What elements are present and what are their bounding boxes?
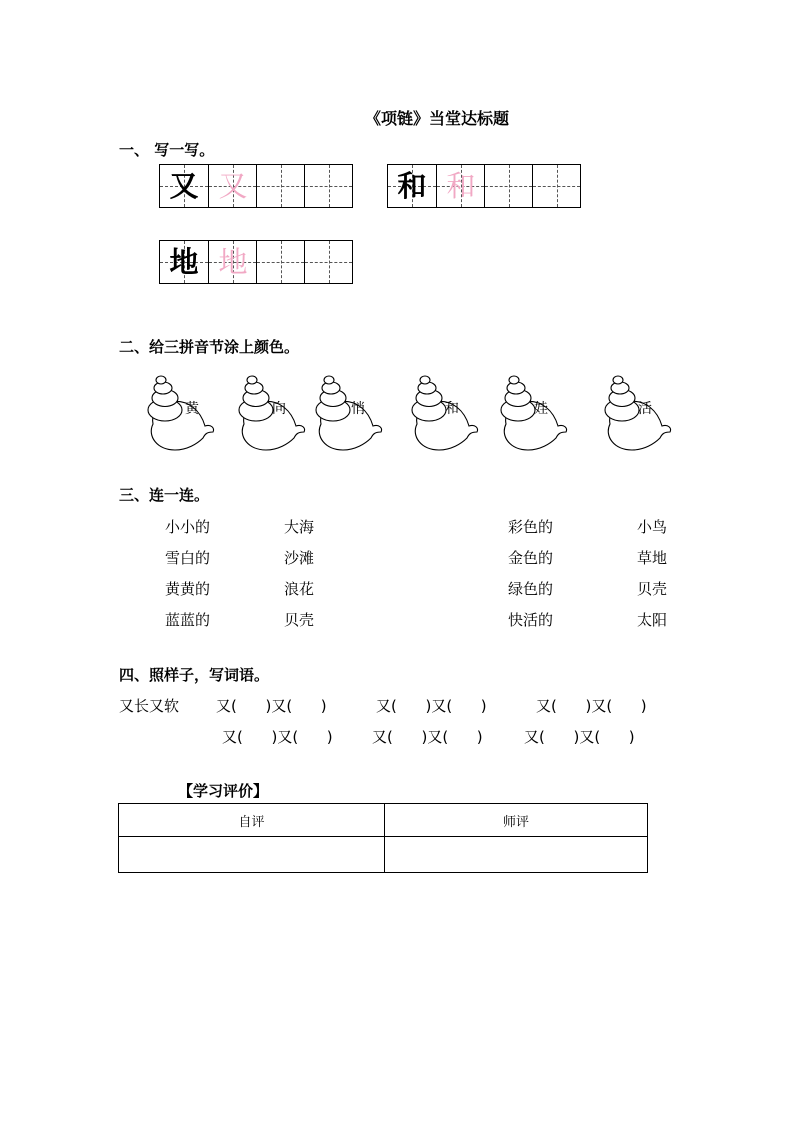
writing-grid-1[interactable] [159,164,353,208]
shell-icon[interactable] [234,372,314,454]
evaluation-table [118,803,648,873]
match-word-right-b[interactable]: 太阳 [637,611,668,629]
match-word-right-b[interactable]: 草地 [637,549,668,567]
writing-grid-3[interactable] [159,240,353,284]
grid-cell[interactable] [256,165,304,207]
match-word-left-b[interactable]: 浪花 [284,580,315,598]
grid-cell[interactable] [256,241,304,283]
section2-heading: 二、给三拼音节涂上颜色。 [119,338,300,356]
match-word-right-a[interactable]: 绿色的 [508,580,554,598]
shell-syllable: 活 [638,401,652,417]
match-word-left-a[interactable]: 小小的 [165,518,211,536]
shell-icon[interactable] [407,372,487,454]
example-phrase: 又长又软 [119,697,180,715]
fill-in-phrase[interactable]: 又( )又( ) [536,697,647,715]
fill-in-phrase[interactable]: 又( )又( ) [216,697,327,715]
model-character: 又 [169,169,199,203]
match-word-left-a[interactable]: 雪白的 [165,549,211,567]
match-word-left-b[interactable]: 贝壳 [284,611,315,629]
self-eval-cell[interactable] [119,837,385,873]
fill-in-phrase[interactable]: 又( )又( ) [376,697,487,715]
trace-character: 地 [218,245,248,279]
section1-heading: 一、 写一写。 [119,141,215,159]
match-word-right-b[interactable]: 小鸟 [637,518,668,536]
shell-syllable: 娃 [534,401,548,417]
match-word-right-a[interactable]: 彩色的 [508,518,554,536]
fill-in-phrase[interactable]: 又( )又( ) [372,728,483,746]
grid-cell[interactable] [532,165,580,207]
shell-icon[interactable] [143,372,223,454]
grid-cell[interactable] [304,165,352,207]
shell-icon[interactable] [311,372,391,454]
grid-cell [436,165,484,207]
evaluation-heading: 【学习评价】 [178,782,269,800]
grid-cell[interactable] [484,165,532,207]
page-title: 《项链》当堂达标题 [364,109,509,128]
grid-cell [160,241,208,283]
shell-icon[interactable] [600,372,680,454]
teacher-eval-cell[interactable] [385,837,648,873]
shell-icon[interactable] [496,372,576,454]
shell-syllable: 和 [445,401,459,417]
grid-cell [160,165,208,207]
trace-character: 和 [446,169,476,203]
match-word-right-a[interactable]: 金色的 [508,549,554,567]
match-word-left-b[interactable]: 沙滩 [284,549,315,567]
shell-syllable: 悄 [351,401,365,417]
fill-in-phrase[interactable]: 又( )又( ) [524,728,635,746]
model-character: 和 [397,169,427,203]
shell-syllable: 向 [272,401,286,417]
section4-heading: 四、照样子，写词语。 [119,666,270,684]
shell-syllable: 黄 [185,401,199,417]
trace-character: 又 [218,169,248,203]
match-word-right-a[interactable]: 快活的 [508,611,554,629]
grid-cell [388,165,436,207]
grid-cell [208,241,256,283]
match-word-left-a[interactable]: 黄黄的 [165,580,211,598]
match-word-right-b[interactable]: 贝壳 [637,580,668,598]
match-word-left-b[interactable]: 大海 [284,518,315,536]
grid-cell [208,165,256,207]
grid-cell[interactable] [304,241,352,283]
match-word-left-a[interactable]: 蓝蓝的 [165,611,211,629]
writing-grid-2[interactable] [387,164,581,208]
section3-heading: 三、连一连。 [119,486,210,504]
self-eval-header: 自评 [119,804,385,837]
teacher-eval-header: 师评 [385,804,648,837]
fill-in-phrase[interactable]: 又( )又( ) [222,728,333,746]
model-character: 地 [169,245,199,279]
